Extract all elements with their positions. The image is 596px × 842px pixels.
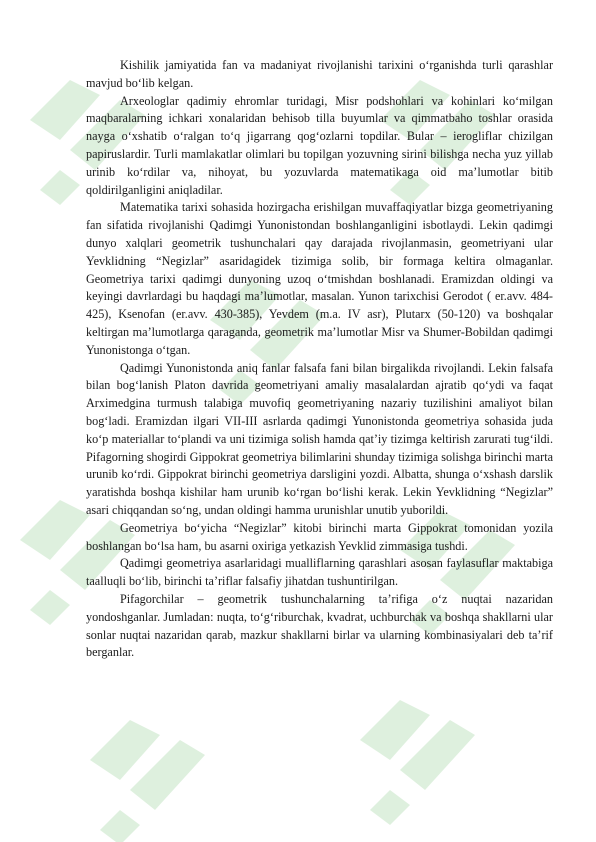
watermark-logo-icon bbox=[360, 700, 475, 825]
paragraph: Pifagorchilar – geometrik tushunchalarning ta’rifiga o‘z nuqtai nazaridan yondoshganlar. Jumladan: nuqta, to‘g‘riburchak, kvadrat, uchburchak va boshqa shakllarni ular sonlar nuqtai nazaridan qarab, mazkur shakllarni birlar va ularning kombinasiyalari deb ta’rif berganlar. bbox=[86, 591, 553, 660]
paragraph: Kishilik jamiyatida fan va madaniyat rivojlanishi tarixini o‘rganishda turli qarashlar mavjud bo‘lib kelgan. bbox=[86, 58, 553, 90]
watermark-logo-icon bbox=[90, 720, 205, 842]
document-body bbox=[86, 57, 553, 662]
paragraph: Matematika tarixi sohasida hozirgacha erishilgan muvaffaqiyatlar bizga geometriyaning fan sifatida rivojlanishi Qadimgi Yunonistondan boshlanganligini isbotlaydi. Lekin qadimgi dunyo xalqlari geometrik tushunchalari qay darajada rivojlanmasin, geometriyani ular Yevklidning “Negizlar” asaridagidek tizimiga solib, bir formaga keltira olmaganlar. Geometriya tarixi qadimgi dunyoning uzoq o‘tmishdan boshlanadi. Eramizdan oldingi va keyingi davrlardagi bu haqdagi ma’lumotlar, masalan. Yunon tarixchisi Gerodot ( er.avv. 484-425), Ksenofan (er.avv. 430-385), Yevdem (m.a. IV asr), Plutarx (50-120) va boshqalar keltirgan ma’lumotlarga qaraganda, geometrik ma’lumotlar Misr va Shumer-Bobildan qadimgi Yunonistonga o‘tgan. bbox=[86, 200, 553, 357]
paragraph: Arxeologlar qadimiy ehromlar turidagi, Misr podshohlari va kohinlari ko‘milgan maqbaralarning ichkari xonalaridan behisob tilla buyumlar va qimmatbaho toshlar orasida nayga o‘xshatib o‘ralgan to‘q jigarrang qog‘ozlarni topdilar. Bular – ierogliflar chizilgan papiruslardir. Turli mamlakatlar olimlari bu topilgan yozuvning sirini bilishga necha yuz yillab urinib ko‘rdilar va, nihoyat, bu yozuvlarda matematikaga oid ma’lumotlar bitib qoldirilganligini aniqladilar. bbox=[86, 93, 553, 197]
paragraph: Qadimgi Yunonistonda aniq fanlar falsafa fani bilan birgalikda rivojlandi. Lekin falsafa bilan bog‘lanish Platon davrida geometriyani amaliy masalalardan ajratib qo‘ydi va faqat Arximedgina turmush talabiga muvofiq geometriyaning nazariy tuzilishini amaliyot bilan bog‘ladi. Eramizdan ilgari VII-III asrlarda qadimgi Yunonistonda geometriya sohasida juda ko‘p materiallar to‘plandi va uni tizimiga solish hamda qat’iy tizimga keltirish zarurati tug‘ildi. Pifagorning shogirdi Gippokrat geometriya bilimlarini shunday tizimiga solishga birinchi marta urunib ko‘rdi. Gippokrat birinchi geometriya darsligini yozdi. Albatta, shunga o‘xshash darslik yaratishda boshqa kishilar ham urunib ko‘rgan bo‘lishi kerak. Lekin Yevklidning “Negizlar” asari chiqqandan so‘ng, undan oldingi hamma urunishlar unutib yuborildi. bbox=[86, 360, 553, 517]
paragraph: Geometriya bo‘yicha “Negizlar” kitobi birinchi marta Gippokrat tomonidan yozila boshlangan bo‘lsa ham, bu asarni oxiriga yetkazish Yevklid zimmasiga tushdi. bbox=[86, 520, 553, 553]
paragraph: Qadimgi geometriya asarlaridagi mualliflarning qarashlari asosan faylasuflar maktabiga taalluqli bo‘lib, birinchi ta’riflar falsafiy jihatdan tushuntirilgan. bbox=[86, 556, 553, 589]
